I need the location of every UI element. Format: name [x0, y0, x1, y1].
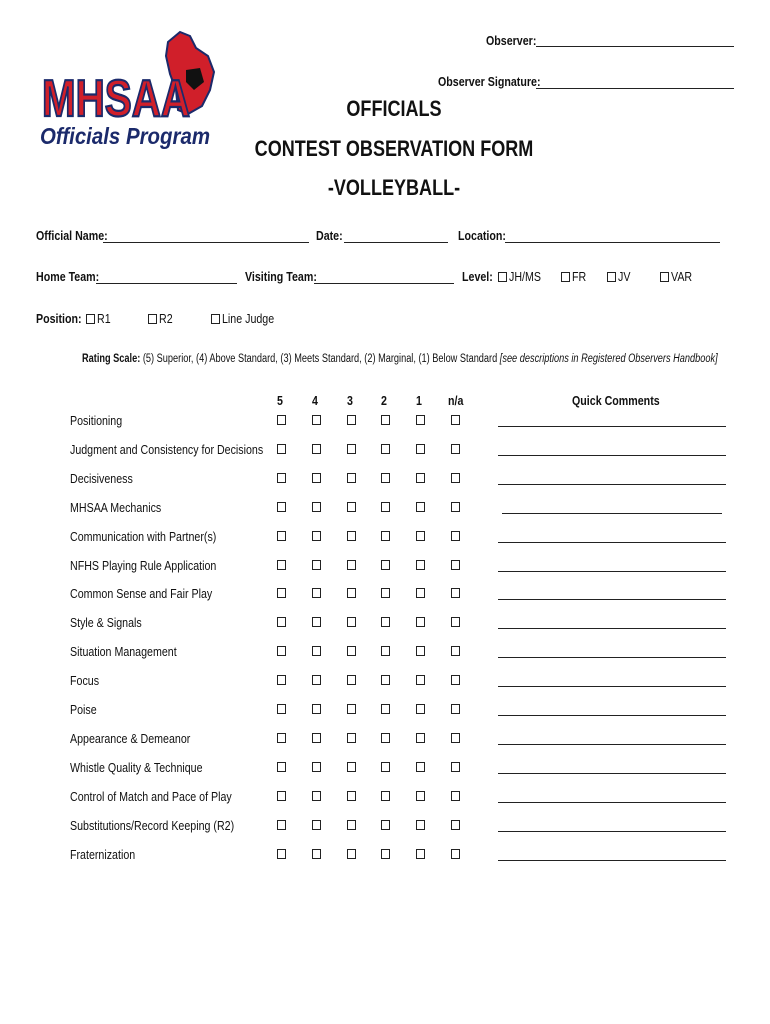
rating-checkbox-5[interactable]: [277, 560, 286, 570]
home-team-field[interactable]: [96, 283, 237, 284]
quick-comment-field[interactable]: [498, 773, 726, 774]
rating-checkbox-4[interactable]: [312, 473, 321, 483]
rating-checkbox-1[interactable]: [416, 646, 425, 656]
rating-checkbox-5[interactable]: [277, 617, 286, 627]
official-name-label: Official Name:: [36, 228, 108, 243]
rating-checkbox-4[interactable]: [312, 733, 321, 743]
position-line-judge-label: Line Judge: [222, 311, 275, 326]
quick-comment-field[interactable]: [498, 657, 726, 658]
rating-checkbox-4[interactable]: [312, 588, 321, 598]
quick-comment-field[interactable]: [502, 513, 722, 514]
quick-comments-header: Quick Comments: [572, 393, 660, 408]
rating-checkbox-na[interactable]: [451, 415, 460, 425]
rating-checkbox-na[interactable]: [451, 646, 460, 656]
rating-checkbox-3[interactable]: [347, 762, 356, 772]
logo-brand-text: MHSAA: [42, 70, 190, 128]
criterion-label: Whistle Quality & Technique: [70, 759, 203, 775]
rating-checkbox-4[interactable]: [312, 704, 321, 714]
rating-checkbox-1[interactable]: [416, 733, 425, 743]
rating-checkbox-5[interactable]: [277, 762, 286, 772]
rating-checkbox-2[interactable]: [381, 531, 390, 541]
mhsaa-logo-graphic: [38, 30, 218, 155]
criterion-label: NFHS Playing Rule Application: [70, 557, 217, 573]
quick-comment-field[interactable]: [498, 542, 726, 543]
rating-checkbox-3[interactable]: [347, 617, 356, 627]
rating-checkbox-4[interactable]: [312, 675, 321, 685]
rating-checkbox-2[interactable]: [381, 473, 390, 483]
column-header-na: n/a: [448, 393, 464, 408]
column-header-2: 2: [381, 393, 387, 408]
quick-comment-field[interactable]: [498, 571, 726, 572]
rating-checkbox-5[interactable]: [277, 791, 286, 801]
official-name-field[interactable]: [103, 242, 309, 243]
rating-checkbox-4[interactable]: [312, 502, 321, 512]
level-fr-checkbox[interactable]: [561, 272, 570, 282]
observer-label: Observer:: [486, 33, 537, 48]
rating-checkbox-na[interactable]: [451, 762, 460, 772]
rating-checkbox-na[interactable]: [451, 588, 460, 598]
rating-checkbox-2[interactable]: [381, 588, 390, 598]
title-line-1: OFFICIALS: [346, 96, 442, 121]
quick-comment-field[interactable]: [498, 455, 726, 456]
quick-comment-field[interactable]: [498, 860, 726, 861]
observer-signature-field[interactable]: [536, 88, 734, 89]
position-r2-checkbox[interactable]: [148, 314, 157, 324]
rating-checkbox-3[interactable]: [347, 646, 356, 656]
criterion-label: Poise: [70, 702, 97, 717]
criterion-label: Communication with Partner(s): [70, 528, 217, 544]
level-jhms-label: JH/MS: [509, 269, 541, 284]
rating-checkbox-2[interactable]: [381, 849, 390, 859]
criterion-label: Control of Match and Pace of Play: [70, 788, 232, 804]
level-var-checkbox[interactable]: [660, 272, 669, 282]
column-header-4: 4: [312, 393, 318, 408]
location-label: Location:: [458, 228, 506, 243]
level-fr-label: FR: [572, 269, 587, 284]
criterion-label: Style & Signals: [70, 615, 142, 631]
criterion-label: Positioning: [70, 413, 123, 428]
quick-comment-field[interactable]: [498, 744, 726, 745]
rating-checkbox-na[interactable]: [451, 617, 460, 627]
rating-checkbox-3[interactable]: [347, 820, 356, 830]
rating-checkbox-2[interactable]: [381, 791, 390, 801]
rating-checkbox-5[interactable]: [277, 820, 286, 830]
rating-checkbox-3[interactable]: [347, 849, 356, 859]
rating-checkbox-4[interactable]: [312, 849, 321, 859]
rating-checkbox-1[interactable]: [416, 560, 425, 570]
rating-checkbox-na[interactable]: [451, 704, 460, 714]
position-r1-checkbox[interactable]: [86, 314, 95, 324]
quick-comment-field[interactable]: [498, 686, 726, 687]
level-var-label: VAR: [671, 269, 693, 284]
rating-checkbox-2[interactable]: [381, 675, 390, 685]
visiting-team-field[interactable]: [314, 283, 454, 284]
rating-checkbox-2[interactable]: [381, 820, 390, 830]
rating-checkbox-3[interactable]: [347, 733, 356, 743]
column-header-1: 1: [416, 393, 422, 408]
date-label: Date:: [316, 228, 343, 243]
rating-checkbox-5[interactable]: [277, 531, 286, 541]
rating-checkbox-5[interactable]: [277, 849, 286, 859]
rating-checkbox-5[interactable]: [277, 444, 286, 454]
rating-checkbox-3[interactable]: [347, 704, 356, 714]
rating-checkbox-na[interactable]: [451, 733, 460, 743]
criterion-label: Appearance & Demeanor: [70, 730, 191, 746]
rating-checkbox-2[interactable]: [381, 733, 390, 743]
rating-checkbox-1[interactable]: [416, 617, 425, 627]
rating-checkbox-2[interactable]: [381, 646, 390, 656]
title-line-2: CONTEST OBSERVATION FORM: [254, 136, 534, 161]
rating-checkbox-na[interactable]: [451, 849, 460, 859]
quick-comment-field[interactable]: [498, 802, 726, 803]
rating-checkbox-2[interactable]: [381, 415, 390, 425]
criterion-label: Focus: [70, 673, 100, 689]
quick-comment-field[interactable]: [498, 628, 726, 629]
criterion-label: Common Sense and Fair Play: [70, 586, 213, 602]
location-field[interactable]: [505, 242, 720, 243]
rating-checkbox-2[interactable]: [381, 502, 390, 512]
quick-comment-field[interactable]: [498, 599, 726, 600]
level-jhms-checkbox[interactable]: [498, 272, 507, 282]
rating-checkbox-1[interactable]: [416, 675, 425, 685]
rating-checkbox-4[interactable]: [312, 415, 321, 425]
rating-checkbox-na[interactable]: [451, 531, 460, 541]
level-jv-checkbox[interactable]: [607, 272, 616, 282]
rating-checkbox-2[interactable]: [381, 560, 390, 570]
rating-checkbox-1[interactable]: [416, 849, 425, 859]
position-label: Position:: [36, 311, 82, 326]
quick-comment-field[interactable]: [498, 484, 726, 485]
date-field[interactable]: [344, 242, 448, 243]
rating-checkbox-4[interactable]: [312, 560, 321, 570]
rating-checkbox-1[interactable]: [416, 820, 425, 830]
rating-checkbox-3[interactable]: [347, 444, 356, 454]
rating-checkbox-1[interactable]: [416, 502, 425, 512]
rating-checkbox-3[interactable]: [347, 588, 356, 598]
rating-checkbox-5[interactable]: [277, 473, 286, 483]
rating-checkbox-1[interactable]: [416, 588, 425, 598]
level-jv-label: JV: [618, 269, 631, 284]
rating-checkbox-3[interactable]: [347, 473, 356, 483]
rating-checkbox-1[interactable]: [416, 762, 425, 772]
rating-checkbox-1[interactable]: [416, 473, 425, 483]
criterion-label: MHSAA Mechanics: [70, 499, 162, 515]
mhsaa-logo: [38, 30, 218, 155]
quick-comment-field[interactable]: [498, 426, 726, 427]
rating-checkbox-na[interactable]: [451, 444, 460, 454]
position-line-judge-checkbox[interactable]: [211, 314, 220, 324]
criterion-label: Situation Management: [70, 644, 177, 660]
rating-checkbox-4[interactable]: [312, 791, 321, 801]
rating-scale-label: Rating Scale:: [82, 353, 141, 365]
visiting-team-label: Visiting Team:: [245, 269, 317, 284]
column-header-5: 5: [277, 393, 283, 408]
rating-checkbox-5[interactable]: [277, 733, 286, 743]
rating-checkbox-5[interactable]: [277, 704, 286, 714]
rating-checkbox-5[interactable]: [277, 502, 286, 512]
rating-checkbox-2[interactable]: [381, 617, 390, 627]
rating-checkbox-5[interactable]: [277, 588, 286, 598]
position-r2-label: R2: [159, 311, 173, 326]
rating-checkbox-4[interactable]: [312, 820, 321, 830]
rating-checkbox-2[interactable]: [381, 444, 390, 454]
position-r1-label: R1: [97, 311, 111, 326]
rating-scale: [82, 353, 718, 365]
rating-checkbox-1[interactable]: [416, 704, 425, 714]
logo-program-text: Officials Program: [40, 123, 210, 149]
rating-checkbox-3[interactable]: [347, 531, 356, 541]
rating-checkbox-2[interactable]: [381, 704, 390, 714]
rating-checkbox-3[interactable]: [347, 502, 356, 512]
rating-checkbox-na[interactable]: [451, 473, 460, 483]
rating-checkbox-4[interactable]: [312, 617, 321, 627]
rating-checkbox-4[interactable]: [312, 646, 321, 656]
rating-checkbox-1[interactable]: [416, 444, 425, 454]
title-line-3: -VOLLEYBALL-: [327, 175, 461, 200]
rating-checkbox-5[interactable]: [277, 646, 286, 656]
rating-checkbox-1[interactable]: [416, 531, 425, 541]
rating-checkbox-3[interactable]: [347, 791, 356, 801]
rating-checkbox-5[interactable]: [277, 415, 286, 425]
rating-checkbox-na[interactable]: [451, 820, 460, 830]
rating-checkbox-4[interactable]: [312, 444, 321, 454]
home-team-label: Home Team:: [36, 269, 100, 284]
rating-checkbox-na[interactable]: [451, 560, 460, 570]
level-label: Level:: [462, 269, 493, 284]
criterion-label: Fraternization: [70, 846, 136, 862]
rating-checkbox-na[interactable]: [451, 791, 460, 801]
rating-checkbox-1[interactable]: [416, 415, 425, 425]
rating-scale-text: (5) Superior, (4) Above Standard, (3) Meets Standard, (2) Marginal, (1) Below Standard: [142, 353, 498, 365]
observer-signature-label: Observer Signature:: [438, 74, 541, 89]
rating-checkbox-3[interactable]: [347, 415, 356, 425]
rating-checkbox-3[interactable]: [347, 675, 356, 685]
rating-checkbox-2[interactable]: [381, 762, 390, 772]
rating-checkbox-5[interactable]: [277, 675, 286, 685]
criterion-label: Substitutions/Record Keeping (R2): [70, 817, 235, 833]
criterion-label: Judgment and Consistency for Decisions: [70, 441, 264, 457]
quick-comment-field[interactable]: [498, 831, 726, 832]
criterion-label: Decisiveness: [70, 470, 133, 486]
rating-checkbox-4[interactable]: [312, 762, 321, 772]
rating-checkbox-1[interactable]: [416, 791, 425, 801]
rating-scale-note: [see descriptions in Registered Observers Handbook]: [499, 353, 718, 365]
rating-checkbox-3[interactable]: [347, 560, 356, 570]
observer-field[interactable]: [536, 46, 734, 47]
rating-checkbox-na[interactable]: [451, 675, 460, 685]
quick-comment-field[interactable]: [498, 715, 726, 716]
column-header-3: 3: [347, 393, 353, 408]
rating-checkbox-na[interactable]: [451, 502, 460, 512]
rating-checkbox-4[interactable]: [312, 531, 321, 541]
